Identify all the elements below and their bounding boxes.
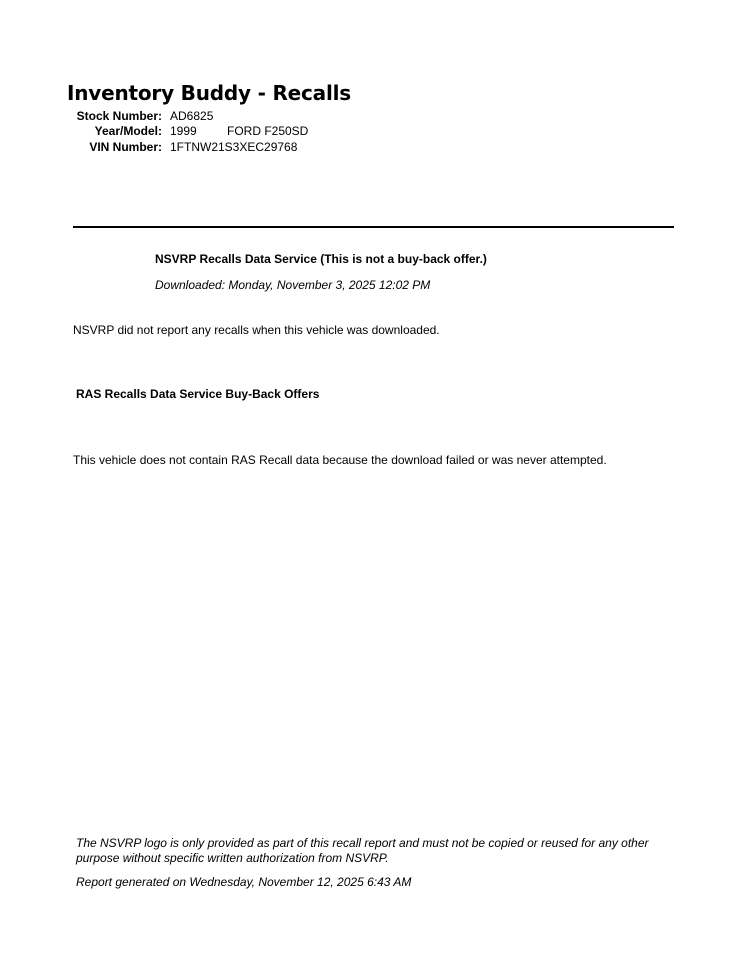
nsvrp-status-message: NSVRP did not report any recalls when this vehicle was downloaded. <box>73 323 440 337</box>
year-model-label: Year/Model: <box>94 124 162 138</box>
model-value: FORD F250SD <box>227 124 309 138</box>
footer-disclaimer-line-1: The NSVRP logo is only provided as part of this recall report and must not be copied or reused for any other <box>76 836 649 850</box>
vin-number-row <box>0 139 742 155</box>
year-model-row <box>0 123 742 139</box>
ras-status-message: This vehicle does not contain RAS Recall data because the download failed or was never attempted. <box>73 453 607 467</box>
nsvrp-heading: NSVRP Recalls Data Service (This is not a buy-back offer.) <box>155 252 487 266</box>
stock-number-label: Stock Number: <box>76 109 162 123</box>
footer-disclaimer-line-2: purpose without specific written authorization from NSVRP. <box>76 851 389 865</box>
stock-number-value: AD6825 <box>170 109 214 123</box>
vin-number-label: VIN Number: <box>89 140 162 154</box>
nsvrp-downloaded-date: Downloaded: Monday, November 3, 2025 12:02 PM <box>155 278 431 292</box>
stock-number-row <box>0 108 742 124</box>
ras-heading: RAS Recalls Data Service Buy-Back Offers <box>76 387 320 401</box>
report-generated-timestamp: Report generated on Wednesday, November 12, 2025 6:43 AM <box>76 875 412 889</box>
year-value: 1999 <box>170 124 197 138</box>
vin-number-value: 1FTNW21S3XEC29768 <box>170 140 298 154</box>
page-title: Inventory Buddy - Recalls <box>67 81 351 105</box>
section-divider <box>73 226 674 228</box>
